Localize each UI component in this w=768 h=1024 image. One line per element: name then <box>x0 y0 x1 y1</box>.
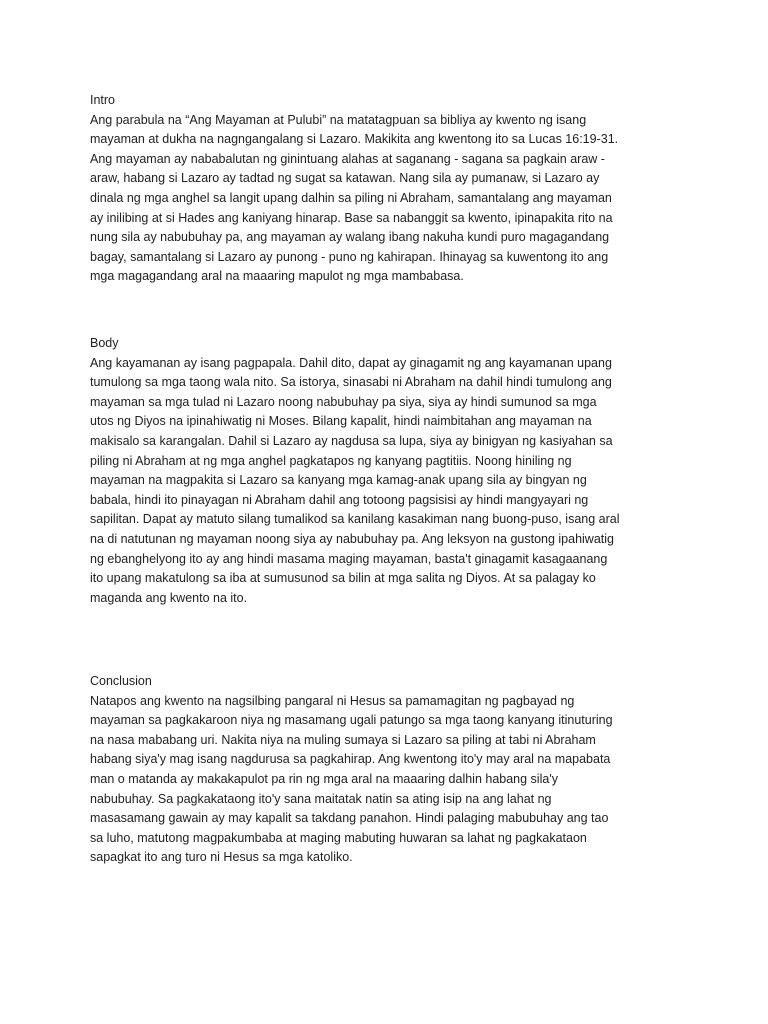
body-heading: Body <box>90 336 119 350</box>
paragraph-line: bagay, samantalang si Lazaro ay punong - puno ng kahirapan. Ihinayag sa kuwentong ito ang <box>90 249 609 264</box>
paragraph-line: Natapos ang kwento na nagsilbing pangaral ni Hesus sa pamamagitan ng pagbayad ng <box>90 693 575 708</box>
paragraph-line: Ang kayamanan ay isang pagpapala. Dahil dito, dapat ay ginagamit ng ang kayamanan upang <box>90 355 612 370</box>
paragraph-line: piling ni Abraham at ng mga anghel pagkatapos ng kanyang pagtitiis. Noong hiniling ng <box>90 453 572 468</box>
paragraph-line: tumulong sa mga taong wala nito. Sa istorya, sinasabi ni Abraham na dahil hindi tumulong ang <box>90 375 612 390</box>
paragraph-line: ito upang makatulong sa iba at sumusunod sa bilin at mga salita ng Diyos. At sa palagay ko <box>90 571 596 586</box>
paragraph-line: mayaman sa pagkakaroon niya ng masamang ugali patungo sa mga taong kanyang itinuturing <box>90 713 613 728</box>
paragraph-line: ng ebanghelyong ito ay ang hindi masama maging mayaman, basta't ginagamit kasagaanang <box>90 551 608 566</box>
paragraph-line: ay inilibing at si Hades ang kaniyang hinarap. Base sa nabanggit sa kwento, ipinapakita rito na <box>90 210 613 225</box>
paragraph-line: man o matanda ay makakapulot pa rin ng mga aral na maaaring dalhin habang sila'y <box>90 771 558 786</box>
body-section <box>90 334 680 608</box>
conclusion-paragraph <box>90 692 680 868</box>
paragraph-line: sapagkat ito ang turo ni Hesus sa mga katoliko. <box>90 850 353 865</box>
paragraph-line: maganda ang kwento na ito. <box>90 590 248 605</box>
paragraph-line: na nasa mababang uri. Nakita niya na muling sumaya si Lazaro sa piling at tabi ni Abraham <box>90 732 596 747</box>
paragraph-line: Ang parabula na “Ang Mayaman at Pulubi” na matatagpuan sa bibliya ay kwento ng isang <box>90 112 587 127</box>
paragraph-line: araw, habang si Lazaro ay tadtad ng sugat sa katawan. Nang sila ay pumanaw, si Lazaro ay <box>90 171 600 186</box>
body-paragraph <box>90 354 680 609</box>
paragraph-line: mayaman sa mga tulad ni Lazaro noong nabubuhay pa siya, siya ay hindi sumunod sa mga <box>90 394 597 409</box>
paragraph-line: mayaman at dukha na nagngangalang si Lazaro. Makikita ang kwentong ito sa Lucas 16:19-31. <box>90 132 619 147</box>
paragraph-line: sapilitan. Dapat ay matuto silang tumalikod sa kanilang kasakiman nang buong-puso, isang aral <box>90 512 620 527</box>
paragraph-line: nabubuhay. Sa pagkakataong ito'y sana maitatak natin sa ating isip na ang lahat ng <box>90 791 552 806</box>
conclusion-section <box>90 672 680 868</box>
paragraph-line: makisalo sa karangalan. Dahil si Lazaro ay nagdusa sa lupa, siya ay binigyan ng kasiyahan sa <box>90 433 613 448</box>
paragraph-line: Ang mayaman ay nababalutan ng ginintuang alahas at saganang - sagana sa pagkain araw - <box>90 151 605 166</box>
intro-section <box>90 91 680 287</box>
paragraph-line: dinala ng mga anghel sa langit upang dalhin sa piling ni Abraham, samantalang ang mayaman <box>90 190 612 205</box>
paragraph-line: nung sila ay nabubuhay pa, ang mayaman ay walang ibang nakuha kundi puro magagandang <box>90 230 610 245</box>
paragraph-line: babala, hindi ito pinayagan ni Abraham dahil ang totoong pagsisisi ay hindi mangyayari ng <box>90 492 589 507</box>
paragraph-line: utos ng Diyos na ipinahiwatig ni Moses. Bilang kapalit, hindi naimbitahan ang mayaman na <box>90 414 592 429</box>
paragraph-line: na di natutunan ng mayaman noong siya ay nabubuhay pa. Ang leksyon na gustong ipahiwatig <box>90 531 614 546</box>
intro-paragraph <box>90 111 680 287</box>
intro-heading: Intro <box>90 93 116 107</box>
paragraph-line: habang siya'y mag isang nagdurusa sa pagkahirap. Ang kwentong ito'y may aral na mapabata <box>90 752 611 767</box>
paragraph-line: sa luho, matutong magpakumbaba at maging mabuting huwaran sa lahat ng pagkakataon <box>90 830 587 845</box>
paragraph-line: mga magagandang aral na maaaring mapulot ng mga mambabasa. <box>90 269 464 284</box>
paragraph-line: mayaman na magpakita si Lazaro sa kanyang mga kamag-anak upang sila ay bingyan ng <box>90 473 587 488</box>
conclusion-heading: Conclusion <box>90 674 152 688</box>
paragraph-line: masasamang gawain ay may kapalit sa takdang panahon. Hindi palaging mabubuhay ang tao <box>90 811 609 826</box>
